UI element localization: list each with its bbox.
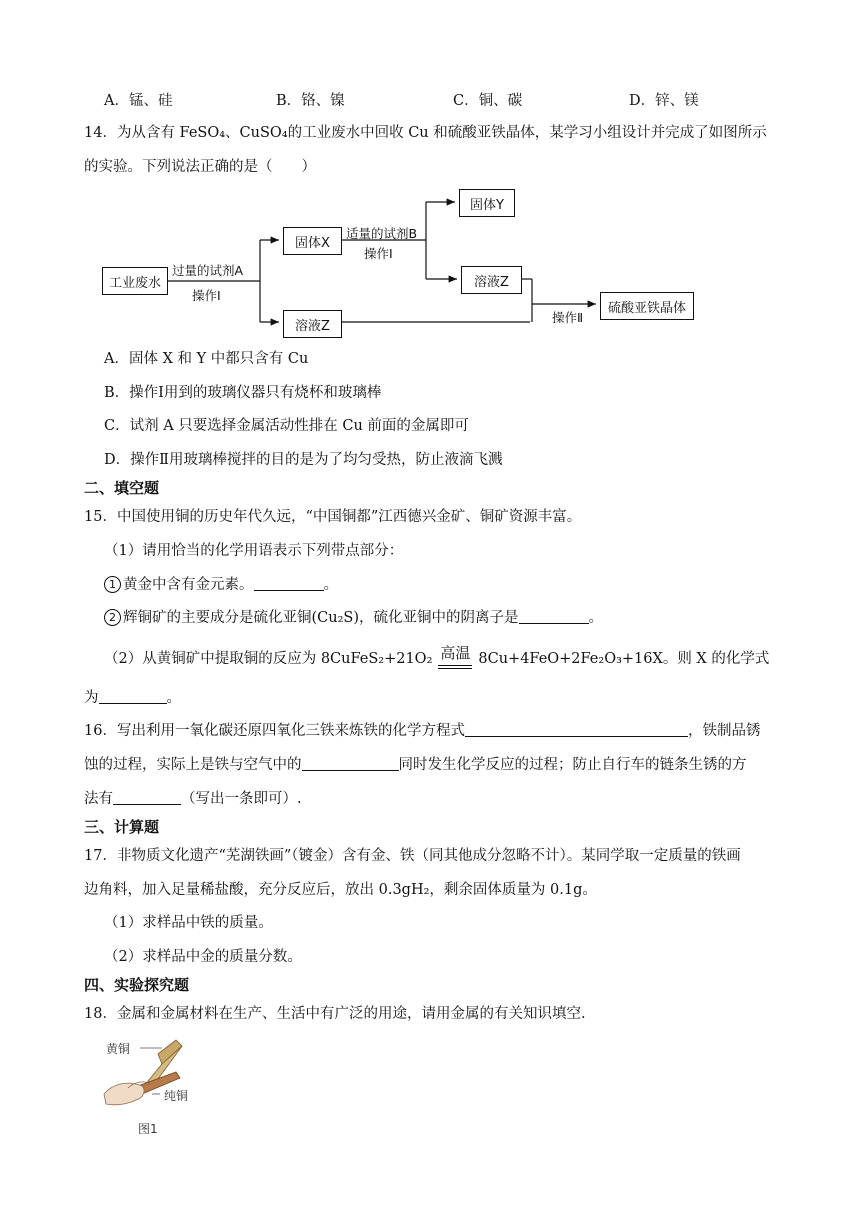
- q15-sub2-answer-blank[interactable]: [519, 609, 589, 624]
- q13-option-b: B．铬、镍: [276, 93, 345, 109]
- q15-part2-cont: 为 。: [84, 690, 181, 706]
- q18-stem: 18．金属和金属材料在生产、生活中有广泛的用途，请用金属的有关知识填空.: [84, 1006, 586, 1022]
- label-reagent-a: 过量的试剂A: [172, 263, 244, 278]
- reaction-condition: 高温: [438, 648, 472, 669]
- section-experiment-title: 四、实验探究题: [84, 976, 190, 994]
- section-calculation-title: 三、计算题: [84, 818, 160, 836]
- q13-option-a: A．锰、硅: [104, 93, 173, 109]
- label-operation-2: 操作Ⅱ: [552, 310, 584, 325]
- q14-option-b: B．操作Ⅰ用到的玻璃仪器只有烧杯和玻璃棒: [104, 385, 382, 401]
- q17-stem-line2: 边角料，加入足量稀盐酸，充分反应后，放出 0.3gH₂，剩余固体质量为 0.1g。: [84, 882, 597, 898]
- q17-part2: （2）求样品中金的质量分数。: [104, 949, 302, 965]
- box-solution-z-right: 溶液Z: [461, 266, 522, 294]
- q16-method-blank[interactable]: [113, 790, 181, 805]
- q15-stem: 15．中国使用铜的历史年代久远，“中国铜都”江西德兴金矿、铜矿资源丰富。: [84, 509, 582, 525]
- q17-part1: （1）求样品中铁的质量。: [104, 915, 273, 931]
- box-industrial-wastewater: 工业废水: [102, 267, 168, 295]
- label-reagent-b: 适量的试剂B: [346, 226, 418, 241]
- q14-option-c: C．试剂 A 只要选择金属活动性排在 Cu 前面的金属即可: [104, 418, 469, 434]
- q14-stem-line1: 14．为从含有 FeSO₄、CuSO₄的工业废水中回收 Cu 和硫酸亚铁晶体，某学习小组设计并完成了如图所示: [84, 125, 767, 141]
- figure-label-pure-copper: 纯铜: [164, 1089, 189, 1103]
- q15-sub2: 2 辉铜矿的主要成分是硫化亚铜(Cu₂S)，硫化亚铜中的阴离子是 。: [104, 608, 603, 628]
- q18-figure-1: [98, 1032, 202, 1138]
- q16-equation-blank[interactable]: [465, 722, 688, 737]
- q16-line3: 法有 （写出一条即可）.: [84, 791, 302, 807]
- q13-option-d: D．锌、镁: [629, 93, 699, 109]
- q14-option-d: D．操作Ⅱ用玻璃棒搅拌的目的是为了均匀受热，防止液滴飞溅: [104, 452, 503, 468]
- q15-part2: （2）从黄铜矿中提取铜的反应为 8CuFeS₂+21O₂ 高温 8Cu+4FeO+2Fe₂O₃+16X。则 X 的化学式: [104, 644, 770, 667]
- section-fill-in-title: 二、填空题: [84, 479, 160, 497]
- q16-air-components-blank[interactable]: [302, 756, 399, 771]
- figure-caption: 图1: [138, 1122, 158, 1136]
- circled-number-2: 2: [104, 609, 121, 626]
- q14-flow-diagram: [96, 184, 706, 340]
- q14-stem-line2: 的实验。下列说法正确的是（ ）: [84, 159, 316, 175]
- label-operation-1b: 操作Ⅰ: [364, 246, 393, 261]
- q16-line2: 蚀的过程，实际上是铁与空气中的 同时发生化学反应的过程；防止自行车的链条生锈的方: [84, 757, 747, 773]
- box-solid-x: 固体X: [283, 227, 342, 255]
- q14-option-a: A．固体 X 和 Y 中都只含有 Cu: [104, 351, 309, 367]
- label-operation-1a: 操作Ⅰ: [192, 288, 221, 303]
- q15-part1: （1）请用恰当的化学用语表示下列带点部分：: [104, 543, 404, 559]
- q15-sub1-answer-blank[interactable]: [254, 576, 324, 591]
- q15-part2-answer-blank[interactable]: [99, 689, 167, 704]
- box-solid-y: 固体Y: [459, 189, 515, 217]
- q13-option-c: C．铜、碳: [453, 93, 523, 109]
- circled-number-1: 1: [104, 576, 121, 593]
- q17-stem-line1: 17．非物质文化遗产“芜湖铁画”（镀金）含有金、铁（同其他成分忽略不计）。某同学取一定质量的铁画: [84, 848, 741, 864]
- box-solution-z-bottom: 溶液Z: [283, 310, 342, 338]
- box-ferrous-sulfate-crystal: 硫酸亚铁晶体: [600, 292, 694, 320]
- figure-label-brass: 黄铜: [106, 1042, 131, 1056]
- q15-sub1: 1 黄金中含有金元素。 。: [104, 575, 338, 595]
- q16-line1: 16．写出利用一氧化碳还原四氧化三铁来炼铁的化学方程式 ，铁制品锈: [84, 723, 761, 739]
